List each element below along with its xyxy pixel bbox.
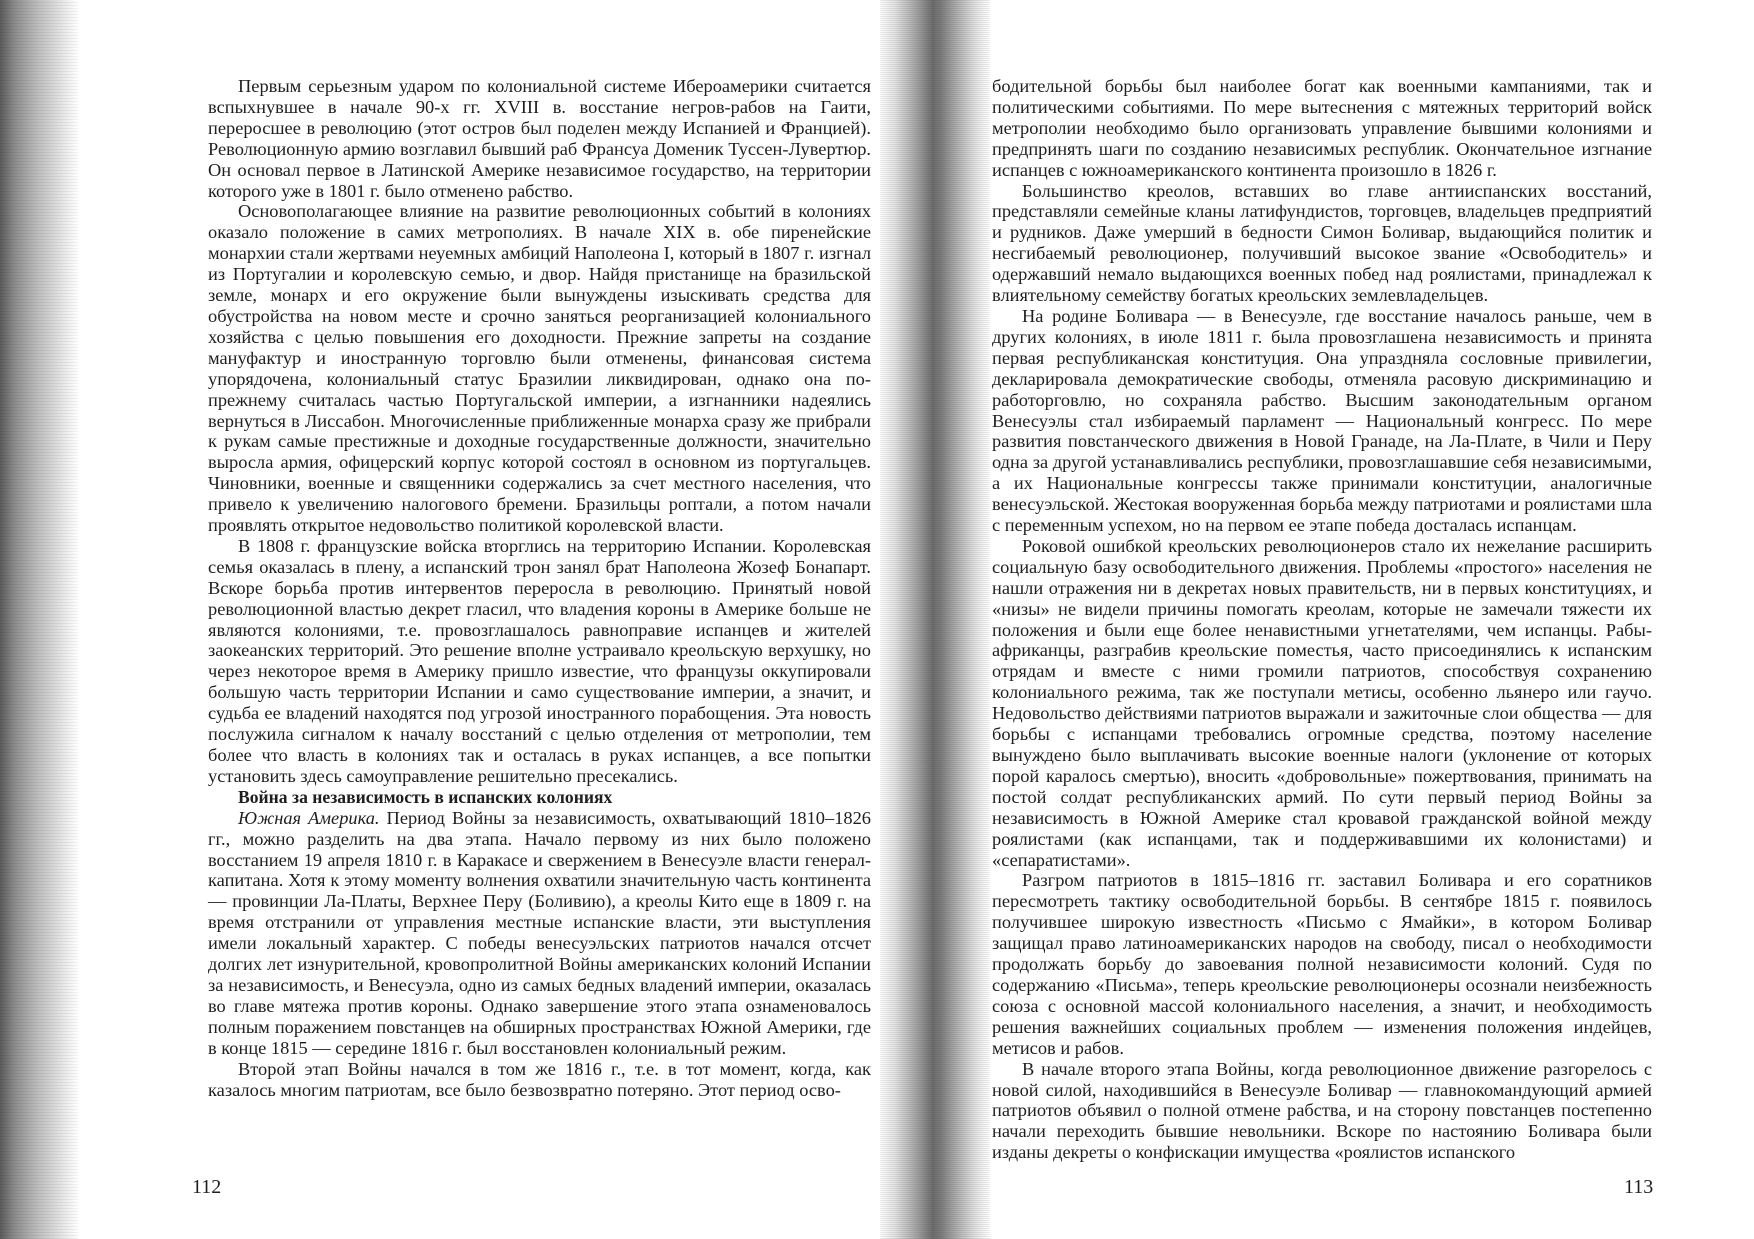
lead-text: Период Войны за независимость, охватывающий 1810–1826 гг., можно разделить на два этапа. Начало первому из них было положено восстанием 19 апреля 1810 г. в Каракасе и свержением в Венесуэле власти генерал-капитана. Хотя к этому моменту волнения охватили значительную часть континента — провинции Ла-Платы, Верхнее Перу (Боливию), а креолы Кито еще в 1809 г. на время отстранили от управления местные испанские власти, эти выступления имели локальный характер. С победы венесуэльских патриотов начался отсчет долгих лет изнурительной, кровопролитной Войны американских колоний Испании за независимость, и Венесуэла, одно из самых бедных владений империи, оказалась во главе мятежа против короны. Однако завершение этого этапа ознаменовалось полным поражением повстанцев на обширных пространствах Южной Америки, где в конце 1815 — середине 1816 г. был восстановлен колониальный режим. xyxy=(208,807,871,1058)
lead-italic: Южная Америка. xyxy=(238,807,380,828)
paragraph: Роковой ошибкой креольских революционеров стало их нежелание расширить социальную базу освободительного движения. Проблемы «простого» населения не нашли отражения ни в декретах новых правительств, ни в первых конституциях, и «низы» не видели причины помогать креолам, которые не замечали тяжести их положения и были еще более ненавистными угнетателями, чем испанцы. Рабы-африканцы, разграбив креольские поместья, часто присоединялись к испанским отрядам и вместе с ними громили патриотов, способствуя сохранению колониального режима, так же поступали метисы, особенно льянеро или гаучо. Недовольство действиями патриотов выражали и зажиточные слои общества — для борьбы с испанцами требовались огромные средства, поэтому население вынуждено было выплачивать высокие военные налоги (уклонение от которых порой каралось смертью), вносить «добровольные» пожертвования, принимать на постой солдат республиканских армий. По сути первый период Войны за независимость в Южной Америке стал кровавой гражданской войной между роялистами (как испанцами, так и поддерживавшими их колонистами) и «сепаратистами». xyxy=(992,535,1652,870)
left-page xyxy=(208,76,871,1100)
paragraph: В начале второго этапа Войны, когда революционное движение разгорелось с новой силой, находившийся в Венесуэле Боливар — главнокомандующий армией патриотов объявил о полной отмене рабства, и на сторону повстанцев постепенно начали переходить бывшие невольники. Вскоре по настоянию Боливара были изданы декреты о конфискации имущества «роялистов испанского xyxy=(992,1058,1652,1163)
page-number-left: 112 xyxy=(192,1176,222,1198)
book-gutter-shadow xyxy=(880,0,990,1239)
paragraph-continuation: бодительной борьбы был наиболее богат как военными кампаниями, так и политическими событиями. По мере вытеснения с мятежных территорий войск метрополии необходимо было организовать управление бывшими колониями и предпринять шаги по созданию независимых республик. Окончательное изгнание испанцев с южноамериканского континента произошло в 1826 г. xyxy=(992,76,1652,180)
paragraph: Разгром патриотов в 1815–1816 гг. заставил Боливара и его соратников пересмотреть тактику освободительной борьбы. В сентябре 1815 г. появилось получившее широкую известность «Письмо с Ямайки», в котором Боливар защищал право латиноамериканских народов на свободу, писал о необходимости продолжать борьбу до завоевания полной независимости колоний. Судя по содержанию «Письма», теперь креольские революционеры осознали неизбежность союза с основной массой колониального населения, а значит, и необходимость решения важнейших социальных проблем — изменения положения индейцев, метисов и рабов. xyxy=(992,870,1652,1058)
paragraph: Второй этап Войны начался в том же 1816 г., т.е. в тот момент, когда, как казалось многим патриотам, все было безвозвратно потеряно. Этот период осво- xyxy=(208,1058,871,1100)
paragraph: В 1808 г. французские войска вторглись на территорию Испании. Королевская семья оказалась в плену, а испанский трон занял брат Наполеона Жозеф Бонапарт. Вскоре борьба против интервентов переросла в революцию. Принятый новой революционной властью декрет гласил, что владения короны в Америке больше не являются колониями, т.е. провозглашалось равноправие испанцев и жителей заокеанских территорий. Это решение вполне устраивало креольскую верхушку, но через некоторое время в Америку пришло известие, что французы оккупировали большую часть территории Испании и само существование империи, а значит, и судьба ее владений находятся под угрозой иностранного порабощения. Эта новость послужила сигналом к началу восстаний с целью отделения от метрополии, тем более что власть в колониях так и осталась в руках испанцев, а все попытки установить здесь самоуправление решительно пресекались. xyxy=(208,535,871,786)
paragraph: Основополагающее влияние на развитие революционных событий в колониях оказало положение в самих метрополиях. В начале XIX в. обе пиренейские монархии стали жертвами неуемных амбиций Наполеона I, который в 1807 г. изгнал из Португалии и королевскую семью, и двор. Найдя пристанище на бразильской земле, монарх и его окружение были вынуждены изыскивать средства для обустройства на новом месте и срочно заняться реорганизацией колониального хозяйства с целью повышения его доходности. Прежние запреты на создание мануфактур и иностранную торговлю были отменены, финансовая система упорядочена, колониальный статус Бразилии ликвидирован, однако она по-прежнему считалась частью Португальской империи, а изгнанники надеялись вернуться в Лиссабон. Многочисленные приближенные монарха сразу же прибрали к рукам самые престижные и доходные государственные должности, значительно выросла армия, офицерский корпус которой состоял в основном из португальцев. Чиновники, военные и священники содержались за счет местного населения, что привело к увеличению налогового бремени. Бразильцы роптали, а потом начали проявлять открытое недовольство политикой королевской власти. xyxy=(208,201,871,536)
section-heading: Война за независимость в испанских колониях xyxy=(238,786,613,807)
paragraph: Большинство креолов, вставших во главе антииспанских восстаний, представляли семейные кланы латифундистов, торговцев, владельцев предприятий и рудников. Даже умерший в бедности Симон Боливар, выдающийся политик и несгибаемый революционер, получивший высокое звание «Освободитель» и одержавший немало выдающихся военных побед над роялистами, принадлежал к влиятельному семейству богатых креольских землевладельцев. xyxy=(992,180,1652,306)
paragraph: Первым серьезным ударом по колониальной системе Иберoамерики считается вспыхнувшее в начале 90-х гг. XVIII в. восстание негров-рабов на Гаити, переросшее в революцию (этот остров был поделен между Испанией и Францией). Революционную армию возглавил бывший раб Франсуа Доменик Туссен-Лувертюр. Он основал первое в Латинской Америке независимое государство, на территории которого уже в 1801 г. было отменено рабство. xyxy=(208,76,871,201)
paragraph: На родине Боливара — в Венесуэле, где восстание началось раньше, чем в других колониях, в июле 1811 г. была провозглашена независимость и принята первая республиканская конституция. Она упраздняла сословные привилегии, декларировала демократические свободы, отменяла расовую дискриминацию и работорговлю, но сохраняла рабство. Высшим законодательным органом Венесуэлы стал избираемый парламент — Национальный конгресс. По мере развития повстанческого движения в Новой Гранаде, на Ла-Плате, в Чили и Перу одна за другой устанавливались республики, провозглашавшие себя независимыми, а их Национальные конгрессы также принимали конституции, аналогичные венесуэльской. Жестокая вооруженная борьба между патриотами и роялистами шла с переменным успехом, но на первом ее этапе победа досталась испанцам. xyxy=(992,305,1652,536)
paragraph-south-america xyxy=(208,808,871,1059)
right-page xyxy=(992,76,1652,1163)
page-edge-shadow xyxy=(0,0,78,1239)
page-number-right: 113 xyxy=(1624,1176,1654,1198)
